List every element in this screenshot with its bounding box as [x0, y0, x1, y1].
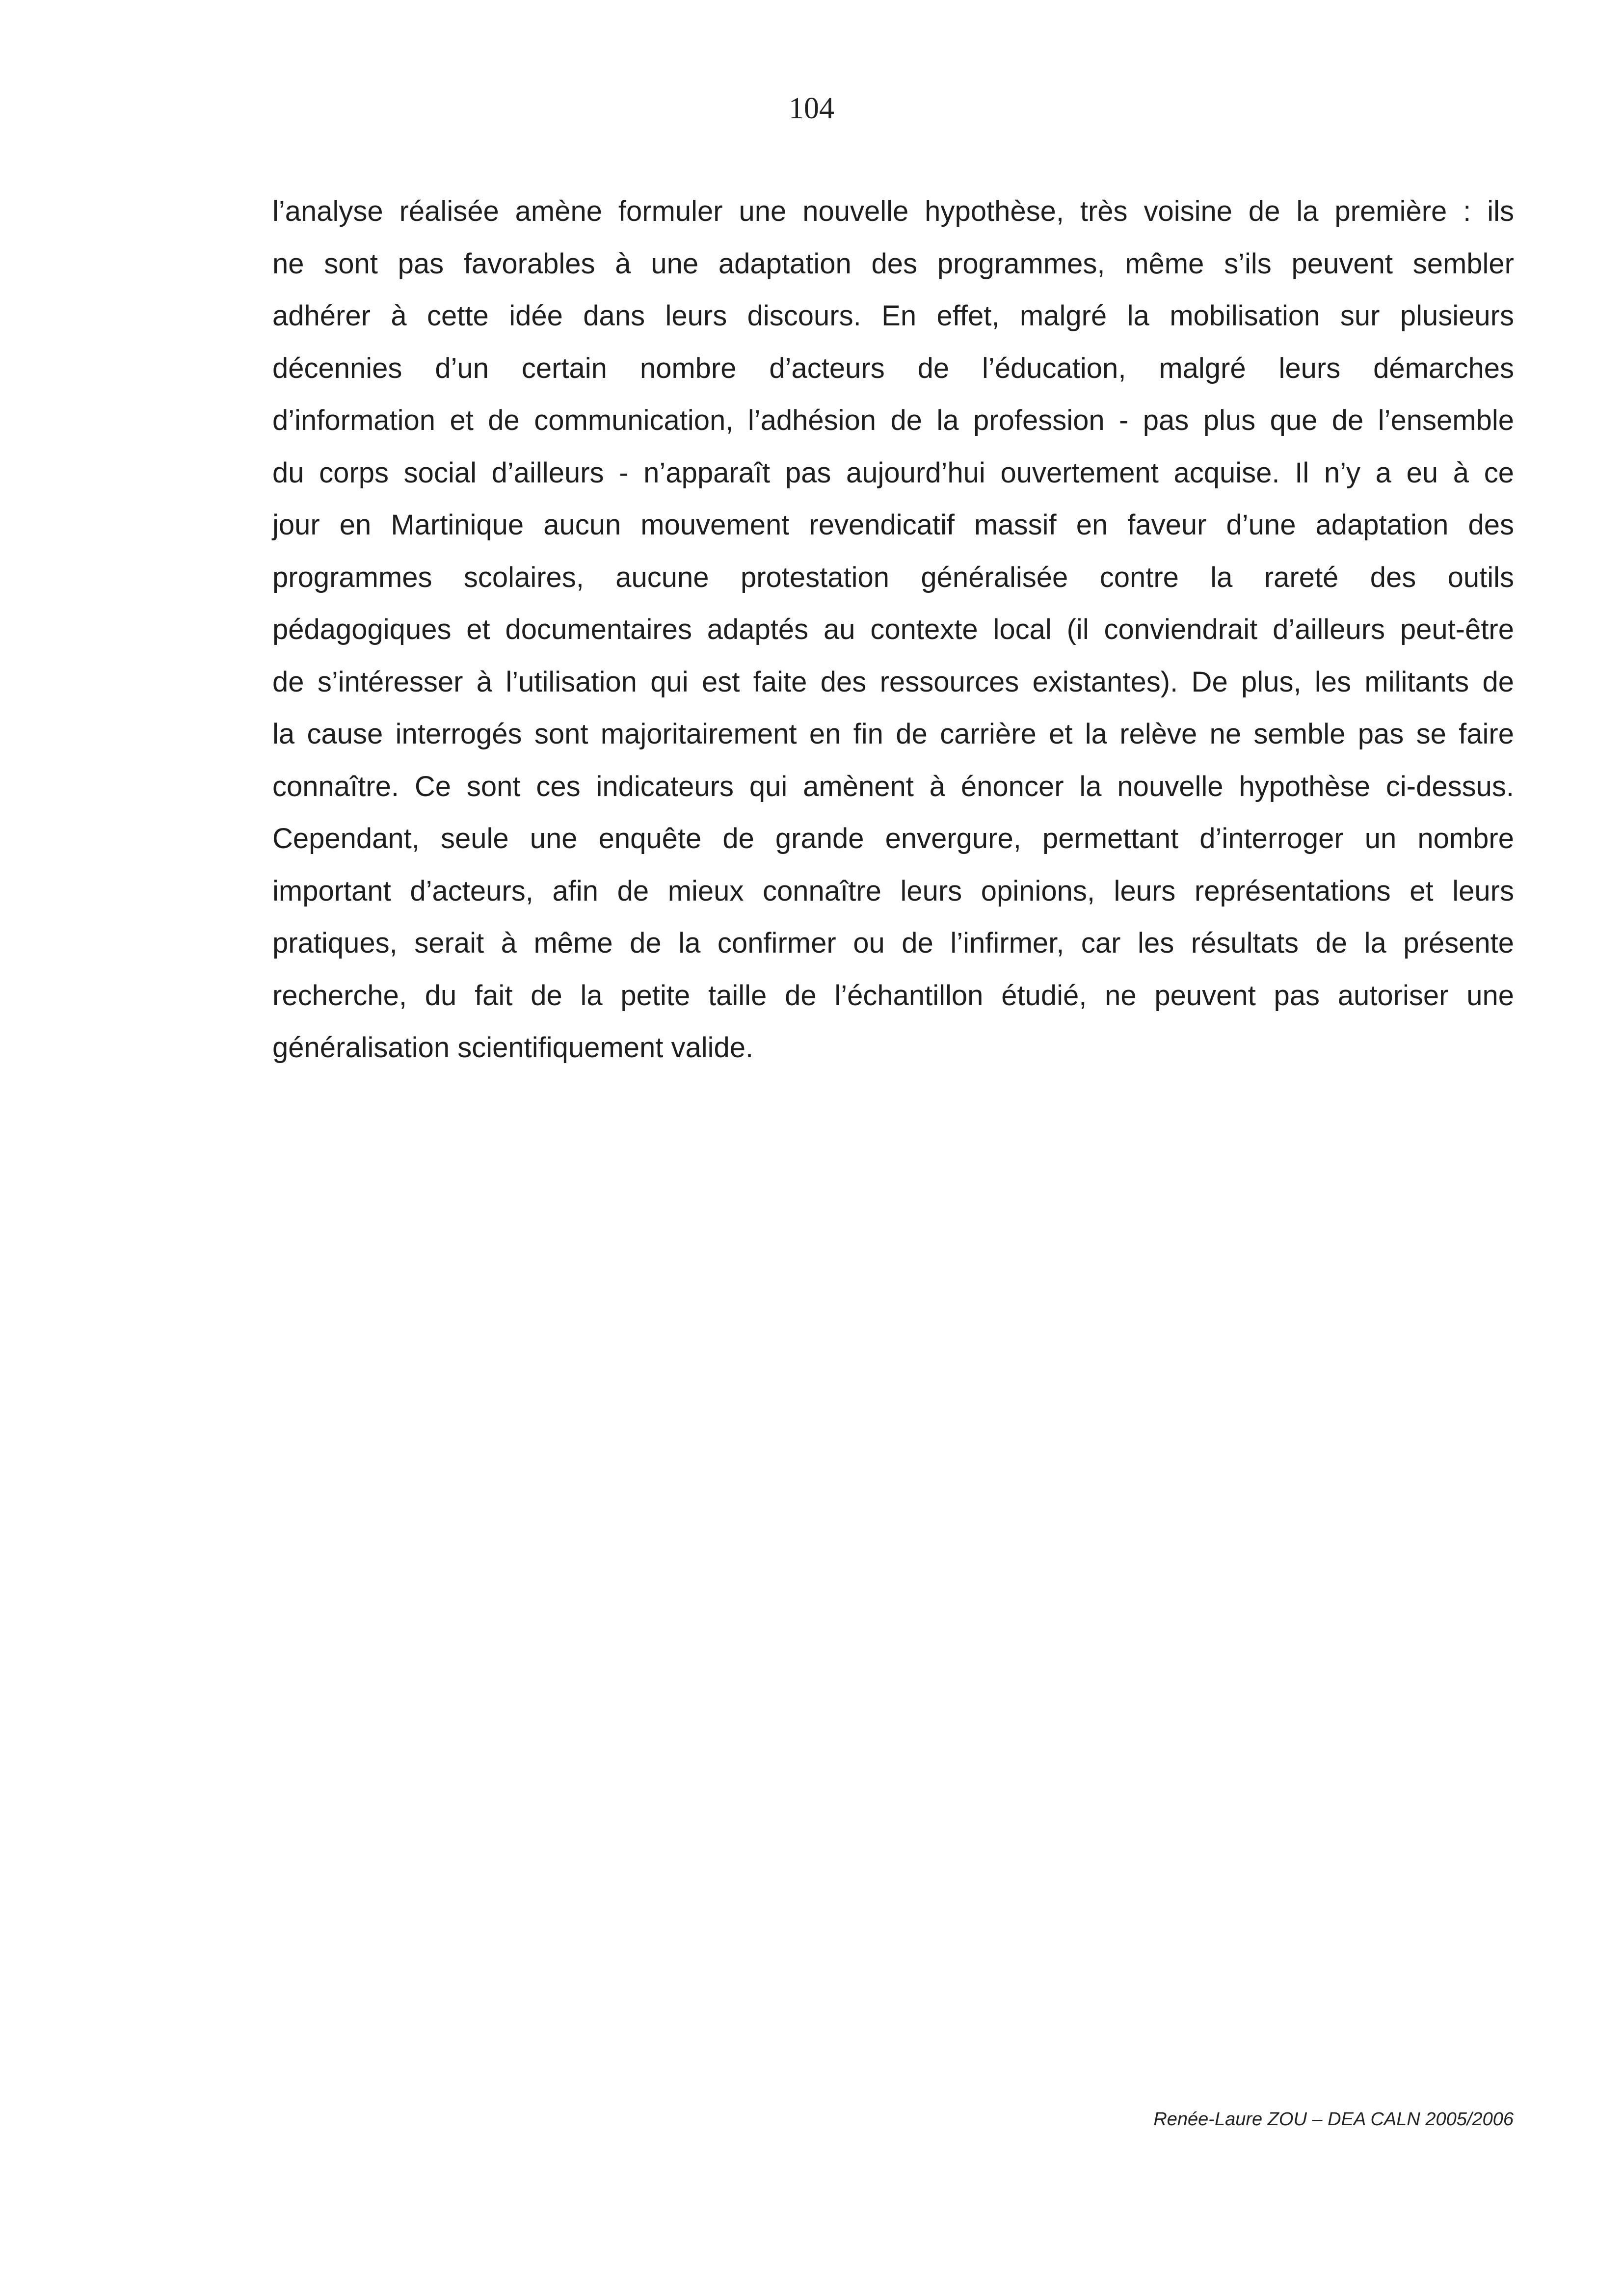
paragraph-line: important d’acteurs, afin de mieux connaître leurs opinions, leurs représentations et leurs	[272, 875, 1514, 907]
paragraph-line: recherche, du fait de la petite taille de l’échantillon étudié, ne peuvent pas autoriser une	[272, 979, 1514, 1012]
paragraph-line: pédagogiques et documentaires adaptés au contexte local (il conviendrait d’ailleurs peut-être	[272, 614, 1514, 645]
paragraph-line: décennies d’un certain nombre d’acteurs de l’éducation, malgré leurs démarches	[272, 352, 1514, 384]
paragraph-line: adhérer à cette idée dans leurs discours. En effet, malgré la mobilisation sur plusieurs	[272, 300, 1514, 332]
paragraph-line: la cause interrogés sont majoritairement en fin de carrière et la relève ne semble pas se faire	[272, 718, 1514, 750]
paragraph-line: connaître. Ce sont ces indicateurs qui amènent à énoncer la nouvelle hypothèse ci-dessus.	[272, 770, 1514, 802]
paragraph-line: jour en Martinique aucun mouvement revendicatif massif en faveur d’une adaptation des	[272, 509, 1514, 541]
paragraph-line: programmes scolaires, aucune protestation généralisée contre la rareté des outils	[272, 561, 1514, 593]
footer-author-credit: Renée-Laure ZOU – DEA CALN 2005/2006	[1153, 2109, 1514, 2130]
paragraph-line-last: généralisation scientifiquement valide.	[272, 1032, 754, 1064]
paragraph-line: du corps social d’ailleurs - n’apparaît pas aujourd’hui ouvertement acquise. Il n’y a eu à ce	[272, 456, 1514, 489]
paragraph-line: de s’intéresser à l’utilisation qui est faite des ressources existantes). De plus, les militants de	[272, 666, 1514, 698]
paragraph-line: pratiques, serait à même de la confirmer ou de l’infirmer, car les résultats de la présente	[272, 927, 1514, 959]
page-number: 104	[789, 92, 834, 125]
body-paragraph	[272, 186, 1514, 1074]
paragraph-line: d’information et de communication, l’adhésion de la profession - pas plus que de l’ensemble	[272, 404, 1514, 436]
paragraph-line: ne sont pas favorables à une adaptation des programmes, même s’ils peuvent sembler	[272, 247, 1514, 280]
paragraph-line: Cependant, seule une enquête de grande envergure, permettant d’interroger un nombre	[272, 823, 1514, 854]
paragraph-line: l’analyse réalisée amène formuler une nouvelle hypothèse, très voisine de la première : ils	[272, 195, 1514, 227]
